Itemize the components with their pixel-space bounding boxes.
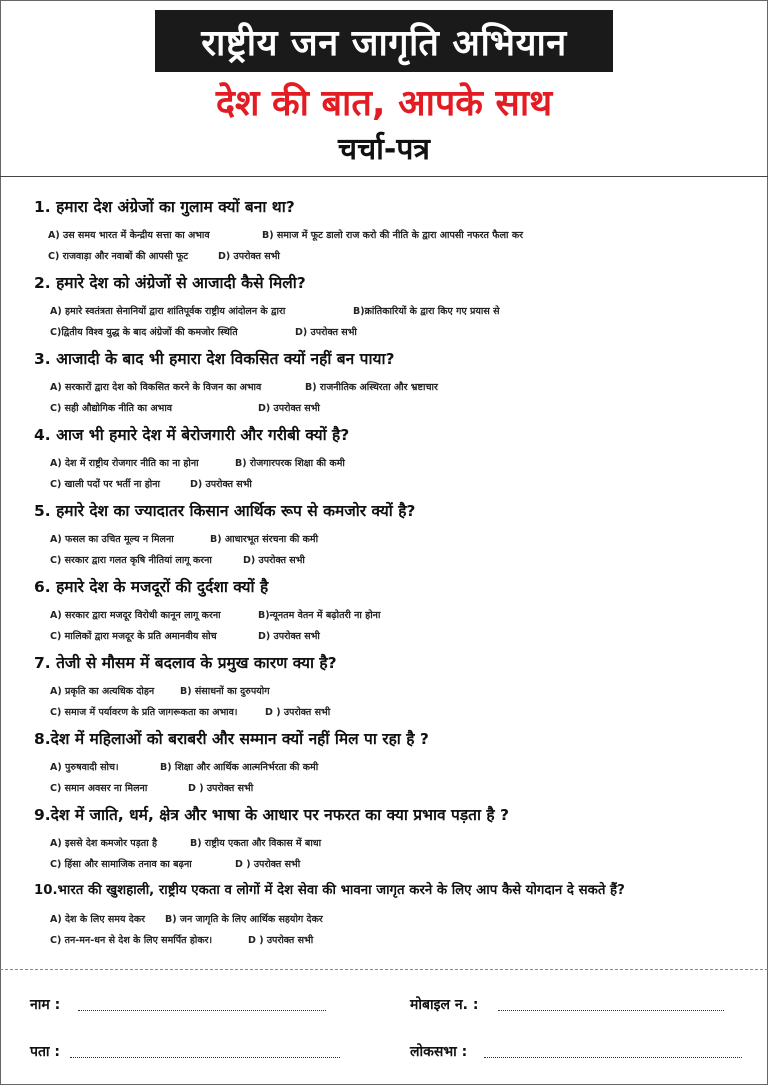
question-title: 2. हमारे देश को अंग्रेजों से आजादी कैसे मिली? bbox=[34, 274, 306, 292]
option-b[interactable]: B) जन जागृति के लिए आर्थिक सहयोग देकर bbox=[165, 914, 323, 925]
option-c[interactable]: C) खाली पदों पर भर्ती ना होना bbox=[50, 479, 160, 490]
campaign-slogan: देश की बात, आपके साथ bbox=[215, 83, 553, 124]
option-b[interactable]: B) समाज में फूट डालो राज करो की नीति के द्वारा आपसी नफरत फैला कर bbox=[262, 230, 523, 241]
option-c[interactable]: C) समाज में पर्यावरण के प्रति जागरूकता का अभाव। bbox=[50, 707, 238, 718]
option-d[interactable]: D ) उपरोक्त सभी bbox=[248, 935, 314, 946]
document-type: चर्चा-पत्र bbox=[338, 132, 430, 167]
address-field[interactable] bbox=[70, 1057, 340, 1058]
constituency-field[interactable] bbox=[484, 1057, 742, 1058]
name-field[interactable] bbox=[78, 1010, 326, 1011]
option-c[interactable]: C)द्वितीय विश्व युद्ध के बाद अंग्रेजों की कमजोर स्थिति bbox=[50, 327, 238, 338]
option-a[interactable]: A) सरकार द्वारा मजदूर विरोधी कानून लागू करना bbox=[50, 610, 221, 621]
option-a[interactable]: A) सरकारों द्वारा देश को विकसित करने के विजन का अभाव bbox=[50, 382, 262, 393]
address-label: पता : bbox=[30, 1044, 61, 1060]
option-a[interactable]: A) फसल का उचित मूल्य न मिलना bbox=[50, 534, 174, 545]
option-a[interactable]: A) देश के लिए समय देकर bbox=[50, 914, 146, 925]
option-b[interactable]: B)न्यूनतम वेतन में बढ़ोतरी ना होना bbox=[258, 610, 381, 621]
question-title: 9.देश में जाति, धर्म, क्षेत्र और भाषा के आधार पर नफरत का क्या प्रभाव पड़ता है ? bbox=[34, 806, 509, 824]
option-b[interactable]: B) राष्ट्रीय एकता और विकास में बाधा bbox=[190, 838, 322, 849]
option-b[interactable]: B) आधारभूत संरचना की कमी bbox=[210, 534, 319, 545]
option-d[interactable]: D) उपरोक्त सभी bbox=[258, 403, 320, 414]
constituency-label: लोकसभा : bbox=[410, 1044, 468, 1060]
option-c[interactable]: C) राजवाड़ा और नवाबों की आपसी फूट bbox=[48, 251, 189, 262]
option-b[interactable]: B) राजनीतिक अस्थिरता और भ्रष्टाचार bbox=[305, 382, 438, 393]
campaign-title: राष्ट्रीय जन जागृति अभियान bbox=[155, 10, 613, 72]
question-title: 1. हमारा देश अंग्रेजों का गुलाम क्यों बना था? bbox=[34, 198, 295, 216]
option-d[interactable]: D ) उपरोक्त सभी bbox=[188, 783, 254, 794]
option-b[interactable]: B) संसाधनों का दुरुपयोग bbox=[180, 686, 270, 697]
option-d[interactable]: D) उपरोक्त सभी bbox=[243, 555, 305, 566]
question-title: 4. आज भी हमारे देश में बेरोजगारी और गरीबी क्यों है? bbox=[34, 426, 350, 444]
option-b[interactable]: B) शिक्षा और आर्थिक आत्मनिर्भरता की कमी bbox=[160, 762, 319, 773]
header bbox=[0, 0, 768, 176]
option-c[interactable]: C) सही औद्योगिक नीति का अभाव bbox=[50, 403, 173, 414]
option-c[interactable]: C) सरकार द्वारा गलत कृषि नीतियां लागू करना bbox=[50, 555, 212, 566]
option-c[interactable]: C) हिंसा और सामाजिक तनाव का बढ़ना bbox=[50, 859, 192, 870]
question-title: 8.देश में महिलाओं को बराबरी और सम्मान क्यों नहीं मिल पा रहा है ? bbox=[34, 730, 429, 748]
option-c[interactable]: C) तन-मन-धन से देश के लिए समर्पित होकर। bbox=[50, 935, 213, 946]
header-divider bbox=[0, 176, 768, 177]
option-a[interactable]: A) पुरुषवादी सोच। bbox=[50, 762, 119, 773]
name-label: नाम : bbox=[30, 997, 61, 1013]
option-c[interactable]: C) मालिकों द्वारा मजदूर के प्रति अमानवीय सोच bbox=[50, 631, 217, 642]
option-b[interactable]: B) रोजगारपरक शिक्षा की कमी bbox=[235, 458, 345, 469]
question-title: 6. हमारे देश के मजदूरों की दुर्दशा क्यों है bbox=[34, 578, 269, 596]
option-a[interactable]: A) प्रकृति का अत्यधिक दोहन bbox=[50, 686, 155, 697]
option-b[interactable]: B)क्रांतिकारियों के द्वारा किए गए प्रयास से bbox=[353, 306, 500, 317]
question-title: 7. तेजी से मौसम में बदलाव के प्रमुख कारण क्या है? bbox=[34, 654, 337, 672]
option-d[interactable]: D) उपरोक्त सभी bbox=[218, 251, 280, 262]
mobile-label: मोबाइल न. : bbox=[410, 997, 479, 1013]
mobile-field[interactable] bbox=[498, 1010, 724, 1011]
option-d[interactable]: D) उपरोक्त सभी bbox=[190, 479, 252, 490]
option-d[interactable]: D ) उपरोक्त सभी bbox=[235, 859, 301, 870]
question-title: 3. आजादी के बाद भी हमारा देश विकसित क्यों नहीं बन पाया? bbox=[34, 350, 395, 368]
option-c[interactable]: C) समान अवसर ना मिलना bbox=[50, 783, 148, 794]
option-a[interactable]: A) इससे देश कमजोर पड़ता है bbox=[50, 838, 158, 849]
question-title: 5. हमारे देश का ज्यादातर किसान आर्थिक रूप से कमजोर क्यों है? bbox=[34, 502, 416, 520]
footer-divider bbox=[0, 969, 768, 970]
option-d[interactable]: D) उपरोक्त सभी bbox=[258, 631, 320, 642]
option-d[interactable]: D ) उपरोक्त सभी bbox=[265, 707, 331, 718]
question-title: 10.भारत की खुशहाली, राष्ट्रीय एकता व लोगों में देश सेवा की भावना जागृत करने के लिए आप कैसे योगदान दे सकते हैं? bbox=[34, 883, 625, 898]
option-d[interactable]: D) उपरोक्त सभी bbox=[295, 327, 357, 338]
option-a[interactable]: A) हमारे स्वतंत्रता सेनानियों द्वारा शांतिपूर्वक राष्ट्रीय आंदोलन के द्वारा bbox=[50, 306, 286, 317]
option-a[interactable]: A) उस समय भारत में केन्द्रीय सत्ता का अभाव bbox=[48, 230, 210, 241]
option-a[interactable]: A) देश में राष्ट्रीय रोजगार नीति का ना होना bbox=[50, 458, 199, 469]
